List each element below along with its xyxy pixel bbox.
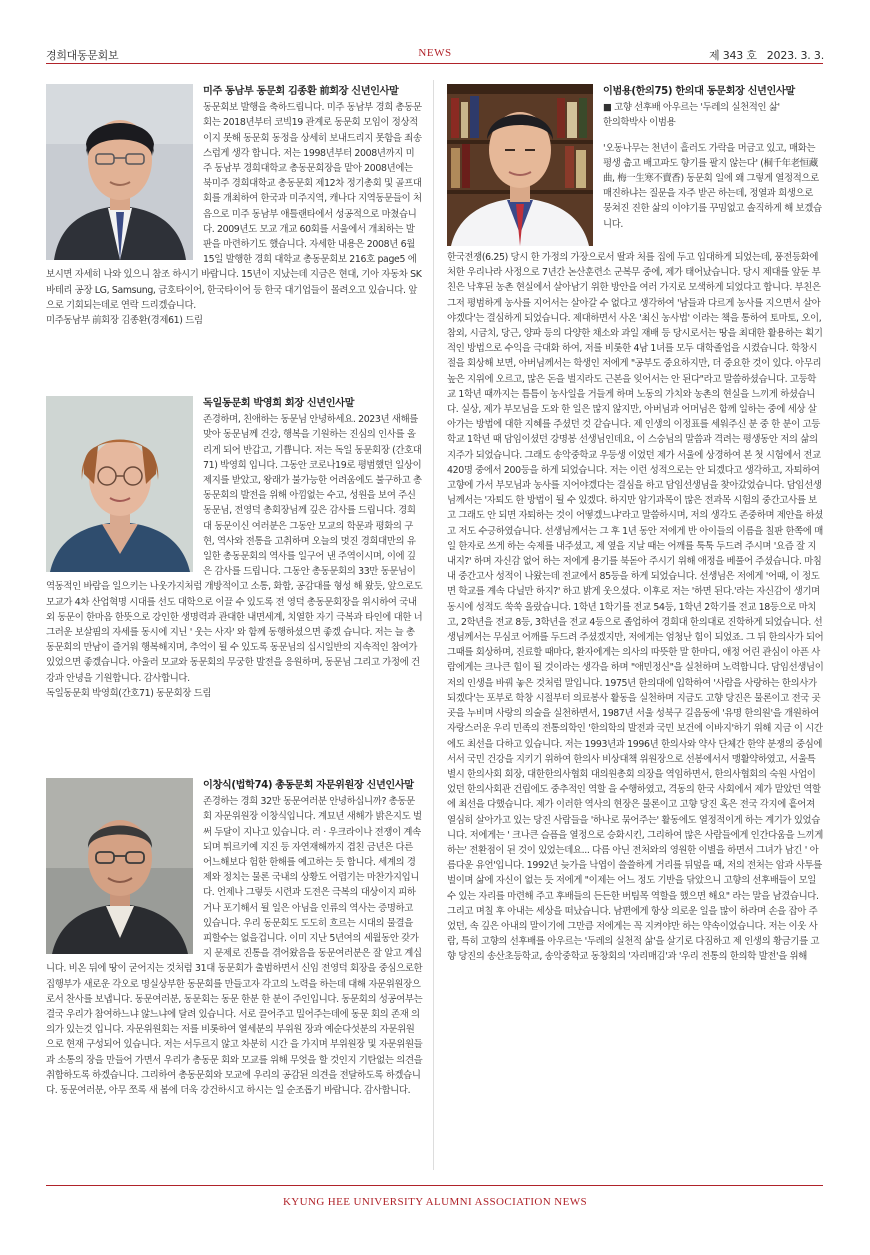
publication-name: 경희대동문회보 [46,49,119,62]
issue-date: 2023. 3. 3. [766,49,824,62]
issue-info [709,47,824,63]
article-subtitle: ■ 고향 선후배 아우르는 '두레의 실천적인 삶' [603,102,780,114]
portrait-photo-lee-changsik [46,778,193,954]
section-label: NEWS [418,47,452,59]
article-quote: '오동나무는 천년이 흘러도 가락을 머금고 있고, 매화는 평생 춥고 배고파도 향기를 팔지 않는다' (桐千年老恒藏曲, 梅一生寒不賣香) 동문회 일에 왜 그렇게 열정적으로 매진하냐는 질문을 자주 받곤 하는데, 정열과 희생으로 뭉쳐진 진한 삶의 이야기를 꾸밈없고 솔직하게 해 보겠습니다. [603,142,822,230]
portrait-illustration [46,778,193,954]
article-title: 미주 동남부 동문회 김종환 前회장 신년인사말 [203,86,399,97]
article-body: 존경하며, 친애하는 동문님 안녕하세요. 2023년 새해를 맞아 동문님께 건강, 행복을 기원하는 진심의 인사를 올리게 되어 반갑고, 기쁩니다. 저는 독일 동문회장 (간호대 71) 박영희 입니다. 그동안 코로나19로 평범했던 일상이 제지를 받았고, 왕래가 불가능한 어려움에도 불구하고 총동문회의 발전을 위해 아낌없는 수고, 성원을 보여 주신 동문님, 전영덕 총회장님께 깊은 감사를 드립니다. 경희대 동문이신 여러분은 그동안 모교의 학문과 평화의 구현, 역사와 전통을 고취하며 오늘의 멋진 경희대만의 유일한 총동문회의 역사를 일구어 낸 주역이시며, 이에 깊은 감사를 드립니다. 그동안 총동문회의 33만 동문님이 역동적인 바람을 일으키는 나웃가지처럼 개방적이고 소통, 화합, 공감대를 형성 해 왔듯, 앞으로도 모교가 4차 산업혁명 시대를 선도 대학으로 이끌 수 있도록 전 영덕 총동문회장을 위시하여 국내외 동문이 한마음 한뜻으로 강인한 생명력과 관대한 내면세계, 치열한 자기 극복과 타인에 대한 너그러운 보살핌의 자세를 동시에 지닌 ' 웃는 사자' 와 함께 동행하셨으면 좋겠 습니다. 저는 늘 총동문회의 만남이 즐거워 행복해지며, 추억이 될 수 있도록 동문님의 십시일반의 지속적인 참여가 있었으면 좋겠습니다. 아울러 모교와 동문회의 무궁한 발전을 응원하며, 동문님 그리고 가정에 건강과 안녕을 기원합니다. 감사합니다. [46,414,423,684]
issue-number: 제 343 호 [708,49,757,62]
column-divider [433,80,434,1170]
article-signature: 미주동남부 前회장 김종환(경제61) 드림 [46,315,203,327]
article-title: 독일동문회 박영희 회장 신년인사말 [203,398,355,409]
article-body: 한국전쟁(6.25) 당시 한 가정의 가장으로서 딸과 처를 집에 두고 입대하게 되었는데, 풍전등화에 처한 우리나라 사정으로 7년간 논산훈련소 군복무 중에, 제가 태어났습니다. 당시 제대를 앞둔 부친은 낙후된 농촌 현실에서 살아남기 위한 방안을 여러 가지로 모색하게 되었다고 합니다. 부친은 그저 평범하게 농사를 지어서는 살아갈 수 없다고 생각하여 '남들과 다르게 농사를 지으면서 살아야겠다'는 결심하게 되었습니다. 제대하면서 사온 '최신 농사법' 이라는 책을 통하여 토마토, 오이, 참외, 시금치, 당근, 양파 등의 다양한 채소와 과일 재배 등 당시로서는 땅을 최대한 활용하는 획기적인 방법으로 수익을 극대화 하여, 저를 비롯한 4남 1녀를 모두 대학졸업을 시켰습니다. 학창시절을 회상해 보면, 아버님께서는 학생인 저에게 "공부도 중요하지만, 더 중요한 것이 있다. 아무리 높은 지위에 오르고, 많은 돈을 벌지라도 근본을 잊어서는 안 된다"라고 말씀하셨습니다. 고등학교 1학년 때까지는 틈틈이 농사일을 거들게 하며 노동의 가치와 농촌의 현실을 느끼게 하셨습니다. 실상, 제가 부모님을 도와 한 일은 많지 않지만, 아버님과 어머님은 함께 일하는 중에 세상 살아가는 방법에 대한 지혜를 주셨던 것 같습니다. 제 인생의 이정표를 세워주신 분 중 한 분이 고등학교 1학년 때 담임이셨던 강명봉 선생님인데요, 이 스승님의 말씀과 격려는 평생동안 저의 삶의 지주가 되었습니다. 그래도 송악중학교 우등생 이었던 제가 서울에 상경하여 본 첫 시험에서 전교 420명 중에서 200등을 하게 되었습니다. 저는 이런 성적으로는 안 되겠다고 생각하고, 자퇴하여 고향에 가서 부모님과 농사를 지어야겠다는 결심을 하고 담임선생님을 찾아갔었습니다. 담임선생님께서는 '자퇴도 한 방법이 될 수 있겠다. 하지만 암기과목이 많은 전과목 시험의 중간고사를 보고 그래도 안 되면 자퇴하는 것이 어떻겠느냐'라고 말씀하시며, 저의 생각도 존중하며 제안을 하셨고 저도 수긍하였습니다. 선생님께서는 그 후 1년 동안 저에게 반 아이들의 이름을 칠판 한쪽에 매일 한자로 쓰게 하는 숙제를 내주셨고, 제 옆을 지날 때는 어깨를 툭툭 두드려 주시며 '요즘 잘 지내지?' 하며 자신감 없어 하는 저에게 용기를 북돋아 주시기 위해 애정을 베풀어 주셨습니다. 마침내 중간고사 성적이 나왔는데 전교에서 85등을 하게 되었습니다. 선생님은 저에게 '어때, 이 정도면 학교를 계속 다닐만 하지?' 하고 밝게 웃으셨다. 이후로 저는 '하면 된다.'라는 자신감이 생기며 동시에 성적도 쑥쑥 올랐습니다. 1학년 1학기를 전교 54등, 1학년 2학기를 전교 18등으로 마치고, 2학년을 전교 8등, 3학년을 전교 4등으로 졸업하여 경희대 한의대로 진학하게 되었습니다. 선생님께서는 무심코 어깨를 두드려 주셨겠지만, 저에게는 엄청난 힘이 되었죠. 그 뒤 한의사가 되어 그때를 회상하며, 진료할 때마다, 환자에게는 의사의 따뜻한 말 한마디, 애정 어린 관심이 아픈 사람에게는 크나큰 힘이 될 것이라는 생각을 하며 "애민정신"을 실천하며 노력합니다. 담임선생님이 저의 인생을 바꿔 놓은 것처럼 말입니다. 1975년 한의대에 입학하여 '사람을 사랑하는 한의사가 되겠다'는 포부로 학창 시절부터 의료봉사 활동을 실천하며 지금도 고향 당진은 물론이고 전국 곳곳을 누비며 사랑의 의술을 실천하면서, 1987년 서울 성북구 길음동에 '유명 한의원'을 개원하여 자랑스러운 우리 민족의 전통의학인 '한의학의 발전과 국민 보건에 이바지'하기 위해 지금 이 시간에도 최선을 다하고 있습니다. 저는 1993년과 1996년 한의사와 약사 단체간 한약 분쟁의 중심에 서서 국민 건강을 지키기 위하여 한의사 비상대책 위원장으로 선봉에서서 맹활약하였고, 서울특별시 한의사회 회장, 대한한의사협회 대의원총회 의장을 역임하면서, 한의사협회의 숙원 사업이었던 한의사회관 건립에도 중추적인 역할 을 수행하였고, 격동의 한국 사회에서 제가 맡았던 역할에 최선을 다했습니다. 제가 이러한 역사의 현장은 물론이고 고향 당진 혹은 전국 각지에 흩어져 열심히 살아가고 있는 당진 사람들을 '하나로 묶어주는' 활동에도 열정적이게 하는 계기가 있었습니다. 저에게는 ' 크나큰 슬픔을 열정으로 승화시킨, 그리하여 많은 사람들에게 인간다움을 느끼게 하는' 전환점이 된 것이 있었는데요... 다름 아닌 전처와의 영원한 이별을 하면서 그녀가 남긴 ' 아름다운 유언'입니다. 1992년 늦가을 낙엽이 쓸쓸하게 거리를 뒤덮을 때, 저의 전처는 암과 사투를 벌이며 삶에 자신이 없는 듯 저에게 "이제는 어느 정도 기반을 닦았으니 고향의 선후배들이 모일 수 있는 자리를 마련해 주고 후배들의 든든한 버팀목 역할을 했으면 해요" 라는 말을 남겼습니다. 그리고 며칠 후 아내는 세상을 떠났습니다. 남편에게 항상 의로운 일을 많이 하라며 손을 잡아 주었던, 속 깊은 아내의 말이기에 그만큼 저에게는 꼭 지켜야만 하는 약속이었습니다. 저는 이웃 사람, 특히 고향의 선후배를 아우르는 '두레의 실천적 삶'을 살기로 다짐하고 제 인생의 황금기를 고향 당진의 송산초등학교, 송악중학교 동창회의 '자리매김'과 '우리 전통의 한의학 발전'을 위해 [447,252,824,963]
article-body: 존경하는 경희 32만 동문여러분 안녕하십니까? 총동문회 자문위원장 이창식입니다. 계묘년 새해가 밝은지도 벌써 두달이 지나고 있습니다. 러 · 우크라이나 전쟁이 계속되며 튀르키예 지진 등 자연재해까지 겹친 금년은 다른 어느해보다 험한 한해를 예고하는 듯 합니다. 세계의 경제와 정치는 물론 국내의 상황도 어렵기는 마찬가지입니다. 언제나 그렇듯 시련과 도전은 극복의 대상이지 피하거나 포기해서 될 일은 아님을 인류의 역사는 증명하고 있습니다. 우리 동문회도 도도히 흐르는 시대의 물결을 피할수는 없을겁니다. 이미 지난 5년여의 세월동안 갖가지 문제로 진통을 겪어왔음을 동문여러분은 잘 알고 계십니다. 비온 뒤에 땅이 굳어지는 것처럼 31대 동문회가 출범하면서 신임 전영덕 회장을 중심으로한 집행부가 새로운 각오로 명실상부한 동문회를 만들고자 각고의 노력을 하는데 대해 자문위원장으로서 찬사를 보냅니다. 동문여러분, 동문회는 동문 한분 한 분이 주인입니다. 동문회의 성공여부는 결국 우리가 참여하느냐 않느냐에 달려 있습니다. 서로 끌어주고 밀어주는데에 동문 회의 존재 의의가 있는것 입니다. 자문위원회는 저를 비롯하여 열세분의 부위원 장과 예순다섯분의 자문위원으로 현재 구성되어 있습니다. 저는 서두르지 않고 차분히 시간 을 가지며 부위원장 및 자문위원들과 소통의 장을 만들어 가면서 우리가 총동문 회와 모교를 위해 무엇을 할 것인지 기탄없는 의견을 취합하도록 하겠습니다. 그리하여 총동문회와 모교에 우리의 공감된 의견을 전달하도록 하겠습니다. 동문여러분, 아무 쪼록 새 봄에 더욱 강건하시고 하시는 일 순조롭기 바랍니다. 감사합니다. [46,796,423,1097]
article-author-line: 한의학박사 이범용 [603,117,676,129]
footer-rule [46,1185,823,1186]
portrait-illustration [46,396,193,572]
article-park-younghee [46,396,423,701]
article-lee-changsik [46,778,423,1098]
article-lee-beomyong [447,84,824,965]
portrait-photo-kim [46,84,193,260]
portrait-illustration [447,84,593,246]
article-title: 이창식(법학74) 총동문회 자문위원장 신년인사말 [203,780,414,791]
article-title: 이범용(한의75) 한의대 동문회장 신년인사말 [603,86,795,97]
page-footer: KYUNG HEE UNIVERSITY ALUMNI ASSOCIATION NEWS [282,1196,588,1208]
portrait-photo-park [46,396,193,572]
article-signature: 독일동문회 박영희(간호71) 동문회장 드림 [46,687,212,699]
page-header [0,0,870,70]
article-kim-jonghwan [46,84,423,328]
article-body: 동문회보 발행을 축하드립니다. 미주 동남부 경희 총동문회는 2018년부터 코빅19 관계로 동문회 모임이 정상적이지 못해 동문회 동정을 상세히 보내드리지 못함을 죄송스럽게 생각 합니다. 저는 1998년부터 2008년까지 미주 동남부 경희대학교 총동문회장을 맡아 2008년에는 북미주 경희대학교 총동문회 제12차 정기총회 및 골프대회를 개최하여 한국과 미주지역, 캐나다 지역동문들이 처음으로 미주 동남부 애틀랜타에서 성공적으로 마쳤습니다. 2009년도 모교 개교 60회를 서울에서 개최하는 발판을 마련하기도 했습니다. 자세한 내용은 2008년 6월 15일 발행한 경희 대학교 총동문회보 216호 page5 에보시면 자세히 나와 있으니 참조 하시기 바랍니다. 15년이 지났는데 지금은 현대, 기아 자동차 SK 바테리 공장 LG, Samsung, 금호타이어, 한국타이어 등 한국 대기업들이 몰려오고 있습니다. 앞으로 기회되는데로 연락 드리겠습니다. [46,102,422,311]
header-rule [46,63,823,64]
portrait-photo-lee-beomyong [447,84,593,246]
portrait-illustration [46,84,193,260]
